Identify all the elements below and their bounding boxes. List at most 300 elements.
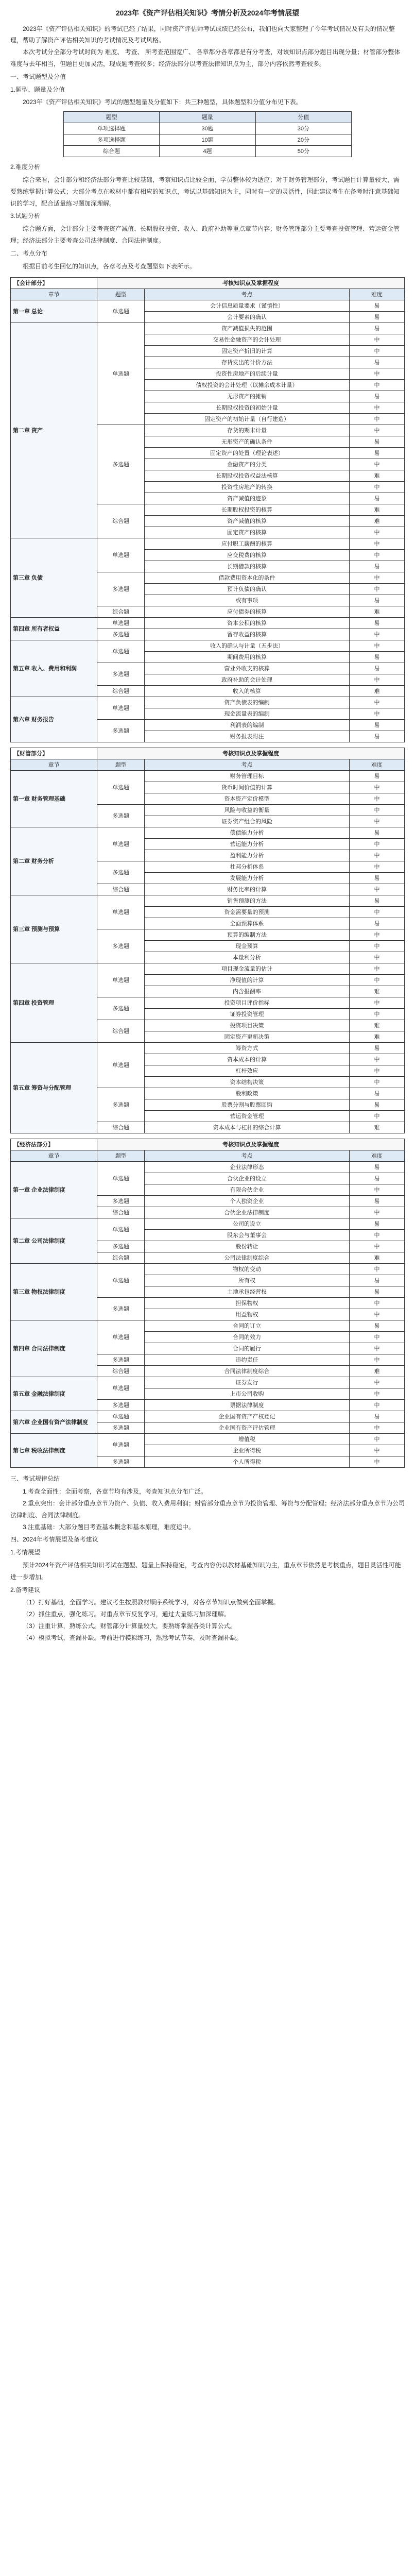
point-cell: 杠杆效应 (145, 1065, 350, 1077)
type-cell: 多选题 (97, 1196, 145, 1207)
point-cell: 合同的效力 (145, 1332, 350, 1343)
level-cell: 中 (349, 1207, 404, 1218)
chapter-cell: 第四章 所有者权益 (11, 618, 97, 640)
chapter-cell: 第二章 财务分析 (11, 827, 97, 895)
type-cell: 单选题 (97, 1320, 145, 1354)
point-cell: 杜邦分析体系 (145, 861, 350, 873)
level-cell: 易 (349, 731, 404, 742)
point-cell: 会计信息质量要求（谨慎性） (145, 300, 350, 312)
point-cell: 股利政策 (145, 1088, 350, 1099)
level-cell: 易 (349, 720, 404, 731)
level-cell: 易 (349, 1043, 404, 1054)
knowledge-table-accounting (10, 277, 405, 742)
point-cell: 风险与收益的衡量 (145, 805, 350, 816)
level-cell: 中 (349, 929, 404, 941)
type-cell: 多选题 (97, 1354, 145, 1366)
level-cell: 中 (349, 1332, 404, 1343)
point-cell: 货币时间价值的计算 (145, 782, 350, 793)
point-cell: 利润表的编制 (145, 720, 350, 731)
level-cell: 中 (349, 425, 404, 436)
level-cell: 中 (349, 1434, 404, 1445)
level-cell: 中 (349, 674, 404, 686)
chapter-cell: 第七章 税收法律制度 (11, 1434, 97, 1468)
level-cell: 易 (349, 918, 404, 929)
level-cell: 中 (349, 1377, 404, 1388)
point-cell: 应交税费的核算 (145, 550, 350, 561)
header-cell: 题型 (64, 112, 160, 123)
point-cell: 投资项目决策 (145, 1020, 350, 1031)
format-cell: 30题 (160, 123, 255, 134)
level-cell: 难 (349, 1020, 404, 1031)
type-cell: 单选题 (97, 1218, 145, 1241)
paragraph: 根据目前考生回忆的知识点，各章考点及考查题型如下表所示。 (23, 262, 196, 270)
table-row (11, 963, 405, 975)
sub-heading: 2.难度分析 (10, 163, 41, 171)
point-cell: 证券投资管理 (145, 1009, 350, 1020)
point-cell: 发展能力分析 (145, 873, 350, 884)
point-cell: 合伙企业的设立 (145, 1173, 350, 1184)
type-cell: 综合题 (97, 686, 145, 697)
point-cell: 交易性金融资产的会计处理 (145, 334, 350, 346)
header-cell: 难度 (349, 1150, 404, 1162)
type-cell: 单选题 (97, 895, 145, 929)
point-cell: 票据法律制度 (145, 1400, 350, 1411)
level-cell: 易 (349, 1162, 404, 1173)
point-cell: 资金需要量的预测 (145, 907, 350, 918)
type-cell: 单选题 (97, 1162, 145, 1196)
paragraph: 3.注重基础：大部分题目考查基本概念和基本原理，难度适中。 (23, 1523, 195, 1531)
point-cell: 盈利能力分析 (145, 850, 350, 861)
point-cell: 收入的确认与计量（五步法） (145, 640, 350, 652)
level-cell: 易 (349, 652, 404, 663)
chapter-cell: 第五章 筹资与分配管理 (11, 1043, 97, 1133)
format-cell: 多项选择题 (64, 134, 160, 146)
level-cell: 易 (349, 827, 404, 839)
level-cell: 中 (349, 1298, 404, 1309)
type-cell: 单选题 (97, 771, 145, 805)
point-cell: 公司法律制度综合 (145, 1252, 350, 1264)
table-title: 考核知识点及掌握程度 (97, 278, 405, 289)
level-cell: 中 (349, 1309, 404, 1320)
format-cell: 单项选择题 (64, 123, 160, 134)
type-cell: 多选题 (97, 805, 145, 827)
format-cell: 4题 (160, 146, 255, 157)
level-cell: 中 (349, 402, 404, 414)
point-cell: 营运资金管理 (145, 1111, 350, 1122)
chapter-cell: 第一章 企业法律制度 (11, 1162, 97, 1218)
level-cell: 易 (349, 436, 404, 448)
table-row (11, 1043, 405, 1054)
header-cell: 题型 (97, 289, 145, 300)
paragraph: （2）抓住重点，强化练习。对重点章节反复学习，通过大量练习加深理解。 (23, 1611, 230, 1618)
level-cell: 易 (349, 1088, 404, 1099)
type-cell: 综合题 (97, 1122, 145, 1133)
type-cell: 多选题 (97, 997, 145, 1020)
type-cell: 综合题 (97, 1366, 145, 1377)
table-row (11, 538, 405, 550)
table-row (11, 618, 405, 629)
point-cell: 无形资产的摊销 (145, 391, 350, 402)
table-row (11, 323, 405, 334)
point-cell: 股份转让 (145, 1241, 350, 1252)
point-cell: 应付职工薪酬的核算 (145, 538, 350, 550)
chapter-cell: 第一章 财务管理基础 (11, 771, 97, 827)
point-cell: 项目现金流量的估计 (145, 963, 350, 975)
table-row (11, 300, 405, 312)
format-cell: 10题 (160, 134, 255, 146)
point-cell: 存货的期末计量 (145, 425, 350, 436)
type-cell: 多选题 (97, 1298, 145, 1320)
table-row (11, 895, 405, 907)
level-cell: 难 (349, 986, 404, 997)
knowledge-table-finance (10, 748, 405, 1133)
level-cell: 中 (349, 708, 404, 720)
level-cell: 中 (349, 963, 404, 975)
point-cell: 应付债券的核算 (145, 606, 350, 618)
type-cell: 单选题 (97, 300, 145, 323)
point-cell: 合伙企业法律制度 (145, 1207, 350, 1218)
point-cell: 固定资产的核算 (145, 527, 350, 538)
format-row (64, 123, 352, 134)
point-cell: 投资项目评价指标 (145, 997, 350, 1009)
table-section-label: 【财管部分】 (11, 748, 97, 759)
level-cell: 易 (349, 873, 404, 884)
level-cell: 中 (349, 1241, 404, 1252)
level-cell: 中 (349, 816, 404, 827)
point-cell: 公司的设立 (145, 1218, 350, 1230)
level-cell: 中 (349, 793, 404, 805)
level-cell: 中 (349, 1422, 404, 1434)
exam-format-table (63, 111, 352, 157)
table-row (11, 1218, 405, 1230)
level-cell: 中 (349, 1400, 404, 1411)
point-cell: 企业国有资产产权登记 (145, 1411, 350, 1422)
type-cell: 单选题 (97, 1434, 145, 1456)
point-cell: 投资性房地产的后续计量 (145, 368, 350, 380)
table-row (11, 1320, 405, 1332)
level-cell: 中 (349, 782, 404, 793)
point-cell: 期间费用的核算 (145, 652, 350, 663)
header-cell: 题量 (160, 112, 255, 123)
section-heading: 一、考试题型及分值 (10, 73, 66, 80)
table-title: 考核知识点及掌握程度 (97, 1139, 405, 1150)
level-cell: 中 (349, 1264, 404, 1275)
point-cell: 存货发出的计价方法 (145, 357, 350, 368)
type-cell: 综合题 (97, 606, 145, 618)
level-cell: 中 (349, 907, 404, 918)
paragraph: （1）打好基础，全面学习。建议考生按照教材顺序系统学习，对各章节知识点做到全面掌握。 (23, 1599, 280, 1606)
level-cell: 中 (349, 697, 404, 708)
level-cell: 中 (349, 1054, 404, 1065)
type-cell: 单选题 (97, 963, 145, 997)
chapter-cell: 第六章 财务报告 (11, 697, 97, 742)
type-cell: 综合题 (97, 1252, 145, 1264)
point-cell: 资产减值损失的范围 (145, 323, 350, 334)
format-cell: 综合题 (64, 146, 160, 157)
point-cell: 违约责任 (145, 1354, 350, 1366)
paragraph: （3）注重计算，熟练公式。财管部分计算量较大，要熟练掌握各类计算公式。 (23, 1622, 236, 1630)
level-cell: 难 (349, 516, 404, 527)
type-cell: 单选题 (97, 538, 145, 572)
type-cell: 多选题 (97, 572, 145, 606)
header-cell: 章节 (11, 289, 97, 300)
point-cell: 财务比率的计算 (145, 884, 350, 895)
point-cell: 或有事项 (145, 595, 350, 606)
level-cell: 中 (349, 550, 404, 561)
point-cell: 偿债能力分析 (145, 827, 350, 839)
paragraph: 2.重点突出：会计部分重点章节为资产、负债、收入费用利润；财管部分重点章节为投资管理、筹资与分配管理；经济法部分重点章节为公司法律制度、合同法律制度。 (10, 1499, 405, 1519)
level-cell: 中 (349, 861, 404, 873)
level-cell: 中 (349, 527, 404, 538)
type-cell: 多选题 (97, 720, 145, 742)
point-cell: 资本成本的计算 (145, 1054, 350, 1065)
table-row (11, 1162, 405, 1173)
level-cell: 中 (349, 1445, 404, 1456)
level-cell: 中 (349, 1077, 404, 1088)
point-cell: 增值税 (145, 1434, 350, 1445)
type-cell: 多选题 (97, 425, 145, 504)
type-cell: 单选题 (97, 827, 145, 861)
format-row (64, 134, 352, 146)
table-row (11, 1411, 405, 1422)
point-cell: 财务管理目标 (145, 771, 350, 782)
table-row (11, 1434, 405, 1445)
chapter-cell: 第五章 金融法律制度 (11, 1377, 97, 1411)
knowledge-table (10, 748, 405, 1133)
point-cell: 投资性房地产的转换 (145, 482, 350, 493)
point-cell: 收入的核算 (145, 686, 350, 697)
point-cell: 资本结构决策 (145, 1077, 350, 1088)
point-cell: 合同的履行 (145, 1343, 350, 1354)
level-cell: 难 (349, 470, 404, 482)
table-title: 考核知识点及掌握程度 (97, 748, 405, 759)
point-cell: 净现值的计算 (145, 975, 350, 986)
point-cell: 会计要素的确认 (145, 312, 350, 323)
point-cell: 全面预算体系 (145, 918, 350, 929)
chapter-cell: 第五章 收入、费用和利润 (11, 640, 97, 697)
level-cell: 中 (349, 640, 404, 652)
type-cell: 单选题 (97, 1411, 145, 1422)
point-cell: 营业外收支的核算 (145, 663, 350, 674)
point-cell: 用益物权 (145, 1309, 350, 1320)
point-cell: 借款费用资本化的条件 (145, 572, 350, 584)
table-row (11, 697, 405, 708)
level-cell: 易 (349, 595, 404, 606)
level-cell: 中 (349, 884, 404, 895)
level-cell: 中 (349, 414, 404, 425)
knowledge-table-law (10, 1139, 405, 1468)
type-cell: 单选题 (97, 640, 145, 663)
type-cell: 综合题 (97, 1020, 145, 1043)
level-cell: 中 (349, 805, 404, 816)
page-title: 2023年《资产评估相关知识》考情分析及2024年考情展望 (115, 9, 300, 17)
article (5, 0, 410, 1644)
level-cell: 易 (349, 1411, 404, 1422)
level-cell: 中 (349, 941, 404, 952)
point-cell: 物权的变动 (145, 1264, 350, 1275)
intro-paragraph: 2023年《资产评估相关知识》的考试已经了结果，同时资产评估师考试成绩已经公布，我们也向大家整理了今年考试情况及有关的情况整理，帮助了解资产评估相关知识的考试情况及考试风格。 (10, 25, 395, 44)
level-cell: 易 (349, 1275, 404, 1286)
level-cell: 中 (349, 380, 404, 391)
type-cell: 多选题 (97, 1241, 145, 1252)
level-cell: 难 (349, 1252, 404, 1264)
section-heading: 四、2024年考情展望及备考建议 (10, 1536, 98, 1544)
table-row (11, 771, 405, 782)
point-cell: 长期借款的核算 (145, 561, 350, 572)
level-cell: 易 (349, 618, 404, 629)
point-cell: 现金流量表的编制 (145, 708, 350, 720)
point-cell: 固定资产的处置（理论表述） (145, 448, 350, 459)
level-cell: 难 (349, 1031, 404, 1043)
header-cell: 章节 (11, 1150, 97, 1162)
point-cell: 本量利分析 (145, 952, 350, 963)
level-cell: 中 (349, 584, 404, 595)
level-cell: 中 (349, 334, 404, 346)
chapter-cell: 第四章 合同法律制度 (11, 1320, 97, 1377)
level-cell: 中 (349, 975, 404, 986)
type-cell: 多选题 (97, 929, 145, 963)
sub-heading: 3.试题分析 (10, 212, 41, 220)
header-cell: 分值 (255, 112, 351, 123)
header-cell: 题型 (97, 1150, 145, 1162)
point-cell: 资产减值的迹象 (145, 493, 350, 504)
chapter-cell: 第四章 投资管理 (11, 963, 97, 1043)
type-cell: 单选题 (97, 1377, 145, 1400)
paragraph: 2023年《资产评估相关知识》考试的题型题量及分值如下：共三种题型，具体题型和分值分布见下表。 (23, 98, 302, 106)
type-cell: 多选题 (97, 1088, 145, 1122)
point-cell: 企业法律形态 (145, 1162, 350, 1173)
level-cell: 中 (349, 850, 404, 861)
level-cell: 易 (349, 493, 404, 504)
table-row (11, 1377, 405, 1388)
level-cell: 易 (349, 1320, 404, 1332)
header-cell: 考点 (145, 1150, 350, 1162)
format-cell: 20分 (255, 134, 351, 146)
table-row (11, 1264, 405, 1275)
level-cell: 易 (349, 771, 404, 782)
point-cell: 长期股权投资的初始计量 (145, 402, 350, 414)
type-cell: 综合题 (97, 884, 145, 895)
point-cell: 内含报酬率 (145, 986, 350, 997)
point-cell: 固定资产的初始计量（自行建造） (145, 414, 350, 425)
level-cell: 易 (349, 1218, 404, 1230)
level-cell: 易 (349, 448, 404, 459)
level-cell: 易 (349, 1099, 404, 1111)
level-cell: 中 (349, 839, 404, 850)
point-cell: 预算的编制方法 (145, 929, 350, 941)
chapter-cell: 第二章 资产 (11, 323, 97, 538)
type-cell: 单选题 (97, 323, 145, 425)
level-cell: 中 (349, 997, 404, 1009)
point-cell: 金融资产的分类 (145, 459, 350, 470)
point-cell: 留存收益的核算 (145, 629, 350, 640)
chapter-cell: 第六章 企业国有资产法律制度 (11, 1411, 97, 1434)
level-cell: 难 (349, 1122, 404, 1133)
header-cell: 考点 (145, 759, 350, 771)
point-cell: 合同法律制度综合 (145, 1366, 350, 1377)
point-cell: 资本成本与杠杆的综合计算 (145, 1122, 350, 1133)
point-cell: 财务报表附注 (145, 731, 350, 742)
point-cell: 股票分割与股票回购 (145, 1099, 350, 1111)
point-cell: 个人独资企业 (145, 1196, 350, 1207)
header-cell: 难度 (349, 289, 404, 300)
point-cell: 合同的订立 (145, 1320, 350, 1332)
point-cell: 股东会与董事会 (145, 1230, 350, 1241)
format-row (64, 146, 352, 157)
sub-heading: 2.备考建议 (10, 1586, 41, 1594)
point-cell: 有限合伙企业 (145, 1184, 350, 1196)
type-cell: 单选题 (97, 618, 145, 629)
level-cell: 难 (349, 1366, 404, 1377)
header-cell: 题型 (97, 759, 145, 771)
type-cell: 单选题 (97, 697, 145, 720)
format-cell: 30分 (255, 123, 351, 134)
knowledge-table (10, 1139, 405, 1468)
point-cell: 长期股权投资的核算 (145, 504, 350, 516)
type-cell: 多选题 (97, 1456, 145, 1468)
chapter-cell: 第三章 负债 (11, 538, 97, 618)
level-cell: 易 (349, 300, 404, 312)
type-cell: 多选题 (97, 861, 145, 884)
point-cell: 营运能力分析 (145, 839, 350, 850)
level-cell: 中 (349, 1354, 404, 1366)
paragraph: 预计2024年资产评估相关知识考试在题型、题量上保持稳定，考查内容仍以教材基础知识为主，重点章节依然是考核重点，题目灵活性可能进一步增加。 (10, 1561, 401, 1581)
level-cell: 易 (349, 561, 404, 572)
header-cell: 难度 (349, 759, 404, 771)
level-cell: 难 (349, 606, 404, 618)
level-cell: 易 (349, 663, 404, 674)
point-cell: 销售预测的方法 (145, 895, 350, 907)
level-cell: 中 (349, 952, 404, 963)
point-cell: 资本公积的核算 (145, 618, 350, 629)
chapter-cell: 第三章 预测与预算 (11, 895, 97, 963)
point-cell: 证券资产组合的风险 (145, 816, 350, 827)
level-cell: 中 (349, 1184, 404, 1196)
point-cell: 政府补助的会计处理 (145, 674, 350, 686)
level-cell: 中 (349, 538, 404, 550)
point-cell: 资产减值的核算 (145, 516, 350, 527)
point-cell: 资产负债表的编制 (145, 697, 350, 708)
type-cell: 多选题 (97, 629, 145, 640)
point-cell: 证券发行 (145, 1377, 350, 1388)
level-cell: 中 (349, 1456, 404, 1468)
type-cell: 多选题 (97, 1400, 145, 1411)
point-cell: 债权投资的会计处理（以摊余成本计量） (145, 380, 350, 391)
type-cell: 综合题 (97, 1207, 145, 1218)
level-cell: 易 (349, 357, 404, 368)
sub-heading: 1.题型、题量及分值 (10, 86, 65, 93)
level-cell: 易 (349, 1196, 404, 1207)
type-cell: 综合题 (97, 504, 145, 538)
level-cell: 易 (349, 1173, 404, 1184)
chapter-cell: 第一章 总论 (11, 300, 97, 323)
paragraph: （4）模拟考试，查漏补缺。考前进行模拟练习，熟悉考试节奏，及时查漏补缺。 (23, 1634, 243, 1641)
table-row (11, 640, 405, 652)
level-cell: 中 (349, 368, 404, 380)
point-cell: 个人所得税 (145, 1456, 350, 1468)
header-cell: 章节 (11, 759, 97, 771)
point-cell: 固定资产折旧的计算 (145, 346, 350, 357)
point-cell: 长期股权投资权益法核算 (145, 470, 350, 482)
point-cell: 企业所得税 (145, 1445, 350, 1456)
point-cell: 资本资产定价模型 (145, 793, 350, 805)
paragraph: 1.考查全面性：全面考察，各章节均有涉及，考查知识点分布广泛。 (23, 1488, 208, 1496)
table-section-label: 【经济法部分】 (11, 1139, 97, 1150)
level-cell: 易 (349, 312, 404, 323)
level-cell: 中 (349, 1065, 404, 1077)
level-cell: 中 (349, 572, 404, 584)
point-cell: 筹资方式 (145, 1043, 350, 1054)
